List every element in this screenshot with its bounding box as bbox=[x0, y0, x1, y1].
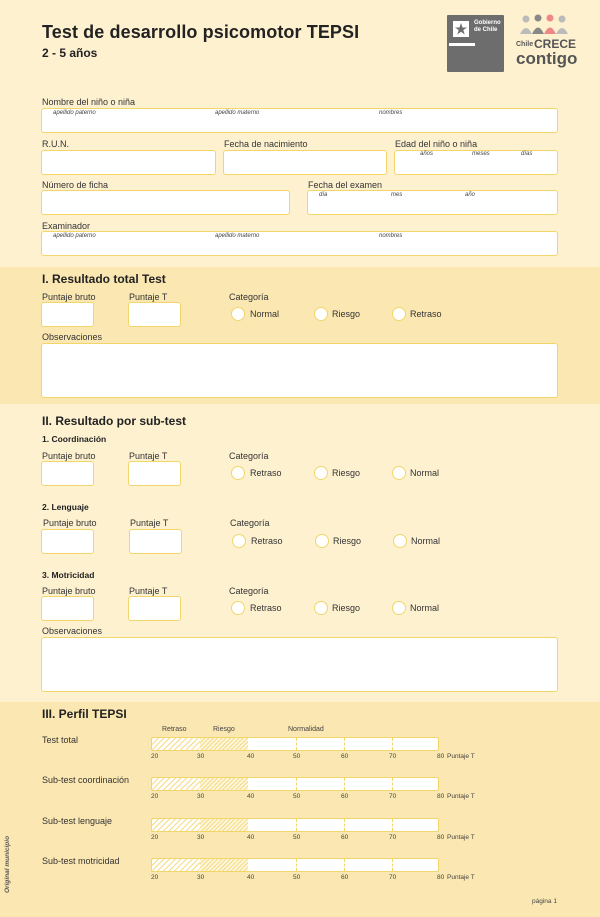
section-3-title: III. Perfil TEPSI bbox=[42, 707, 127, 721]
profile-bar[interactable] bbox=[151, 818, 439, 832]
tick-label: 60 bbox=[341, 793, 349, 800]
fecha-examen-label: Fecha del examen bbox=[308, 180, 383, 190]
s1-radio-retraso[interactable] bbox=[392, 307, 406, 321]
s2-sub2-title: 2. Lenguaje bbox=[42, 502, 89, 512]
tick-label: 50 bbox=[293, 753, 301, 760]
zone-normalidad-label: Normalidad bbox=[288, 726, 324, 733]
tick-guide bbox=[392, 738, 393, 750]
s2a-radio-retraso[interactable] bbox=[231, 466, 245, 480]
ano-hint: año bbox=[465, 192, 476, 198]
s2c-opt-riesgo: Riesgo bbox=[332, 603, 361, 613]
s1-pb-label: Puntaje bruto bbox=[42, 292, 96, 302]
examinador-field[interactable] bbox=[41, 231, 558, 256]
s2a-pb-field[interactable] bbox=[41, 461, 94, 486]
profile-bar[interactable] bbox=[151, 737, 439, 751]
tick-label: 40 bbox=[247, 834, 255, 841]
s1-obs-field[interactable] bbox=[41, 343, 558, 398]
fecha-examen-field[interactable] bbox=[307, 190, 558, 215]
tick-label: 40 bbox=[247, 874, 255, 881]
profile-row-label: Sub-test lenguaje bbox=[42, 816, 113, 826]
tick-label: 70 bbox=[389, 834, 397, 841]
s2c-radio-retraso[interactable] bbox=[231, 601, 245, 615]
tick-label: 40 bbox=[247, 793, 255, 800]
tick-guide bbox=[344, 819, 345, 831]
crece-crece: CRECE bbox=[534, 37, 577, 51]
tick-label: 70 bbox=[389, 793, 397, 800]
s1-pt-field[interactable] bbox=[128, 302, 181, 327]
s1-opt-normal: Normal bbox=[250, 309, 280, 319]
s2c-cat-label: Categoría bbox=[229, 586, 269, 596]
zone-retraso bbox=[152, 819, 200, 831]
s2-sub3-title: 3. Motricidad bbox=[42, 570, 95, 580]
tick-guide bbox=[392, 819, 393, 831]
ex-apellido-paterno-hint: apellido paterno bbox=[53, 233, 96, 239]
tick-label: 30 bbox=[197, 793, 205, 800]
tick-guide bbox=[344, 778, 345, 790]
tick-label: 30 bbox=[197, 874, 205, 881]
s2b-pt-label: Puntaje T bbox=[130, 518, 169, 528]
s2b-radio-normal[interactable] bbox=[393, 534, 407, 548]
s2b-opt-normal: Normal bbox=[411, 536, 441, 546]
tick-guide bbox=[296, 819, 297, 831]
zone-retraso bbox=[152, 778, 200, 790]
s2a-radio-normal[interactable] bbox=[392, 466, 406, 480]
s2c-radio-riesgo[interactable] bbox=[314, 601, 328, 615]
edad-field[interactable] bbox=[394, 150, 558, 175]
crece-contigo: contigo bbox=[516, 49, 578, 68]
s2b-radio-riesgo[interactable] bbox=[315, 534, 329, 548]
ficha-label: Número de ficha bbox=[42, 180, 109, 190]
nombres-hint: nombres bbox=[379, 110, 403, 116]
unit-label: Puntaje T bbox=[447, 793, 475, 800]
run-field[interactable] bbox=[41, 150, 216, 175]
ex-apellido-materno-hint: apellido materno bbox=[215, 233, 260, 239]
s2b-pb-field[interactable] bbox=[41, 529, 94, 554]
dias-hint: días bbox=[521, 151, 533, 157]
ex-nombres-hint: nombres bbox=[379, 233, 403, 239]
s2c-pb-label: Puntaje bruto bbox=[42, 586, 96, 596]
tick-label: 70 bbox=[389, 874, 397, 881]
unit-label: Puntaje T bbox=[447, 753, 475, 760]
crece-chile: Chile bbox=[516, 41, 534, 48]
s2a-pb-label: Puntaje bruto bbox=[42, 451, 96, 461]
s2-obs-label: Observaciones bbox=[42, 626, 103, 636]
profile-row-label: Sub-test coordinación bbox=[42, 775, 130, 785]
unit-label: Puntaje T bbox=[447, 874, 475, 881]
tick-label: 20 bbox=[151, 834, 159, 841]
s1-radio-normal[interactable] bbox=[231, 307, 245, 321]
tick-label: 80 bbox=[437, 834, 445, 841]
page-subtitle: 2 - 5 años bbox=[42, 46, 98, 60]
tick-label: 60 bbox=[341, 834, 349, 841]
s2c-radio-normal[interactable] bbox=[392, 601, 406, 615]
tick-label: 30 bbox=[197, 753, 205, 760]
s1-cat-label: Categoría bbox=[229, 292, 269, 302]
tick-label: 60 bbox=[341, 874, 349, 881]
s2c-pb-field[interactable] bbox=[41, 596, 94, 621]
s2b-opt-retraso: Retraso bbox=[251, 536, 283, 546]
nombre-field[interactable] bbox=[41, 108, 558, 133]
gob-line1: Gobierno bbox=[474, 20, 501, 26]
ficha-field[interactable] bbox=[41, 190, 290, 215]
fecha-nacimiento-label: Fecha de nacimiento bbox=[224, 139, 308, 149]
s2a-opt-normal: Normal bbox=[410, 468, 440, 478]
tick-guide bbox=[344, 738, 345, 750]
tick-label: 80 bbox=[437, 753, 445, 760]
tick-label: 20 bbox=[151, 874, 159, 881]
examinador-label: Examinador bbox=[42, 221, 91, 231]
tick-guide bbox=[392, 778, 393, 790]
zone-riesgo bbox=[200, 778, 248, 790]
fecha-nacimiento-field[interactable] bbox=[223, 150, 387, 175]
s2-sub1-title: 1. Coordinación bbox=[42, 434, 107, 444]
profile-row-label: Sub-test motricidad bbox=[42, 856, 120, 866]
coat-of-arms-icon bbox=[450, 18, 472, 40]
tick-label: 50 bbox=[293, 834, 301, 841]
gob-line2: de Chile bbox=[474, 27, 498, 33]
section-1-title: I. Resultado total Test bbox=[42, 272, 166, 286]
s2b-pt-field[interactable] bbox=[129, 529, 182, 554]
s1-opt-riesgo: Riesgo bbox=[332, 309, 361, 319]
s2a-cat-label: Categoría bbox=[229, 451, 269, 461]
nombre-label: Nombre del niño o niña bbox=[42, 97, 136, 107]
s1-pb-field[interactable] bbox=[41, 302, 94, 327]
tick-guide bbox=[296, 859, 297, 871]
s1-radio-riesgo[interactable] bbox=[314, 307, 328, 321]
tick-guide bbox=[296, 738, 297, 750]
profile-bar[interactable] bbox=[151, 858, 439, 872]
section-2-title: II. Resultado por sub-test bbox=[42, 414, 187, 428]
tick-guide bbox=[344, 859, 345, 871]
tick-label: 80 bbox=[437, 793, 445, 800]
apellido-materno-hint: apellido materno bbox=[215, 110, 260, 116]
tick-label: 20 bbox=[151, 793, 159, 800]
tick-label: 20 bbox=[151, 753, 159, 760]
profile-row-label: Test total bbox=[42, 735, 79, 745]
s2a-radio-riesgo[interactable] bbox=[314, 466, 328, 480]
zone-retraso-label: Retraso bbox=[162, 726, 187, 733]
page-title: Test de desarrollo psicomotor TEPSI bbox=[42, 22, 360, 42]
unit-label: Puntaje T bbox=[447, 834, 475, 841]
tick-guide bbox=[392, 859, 393, 871]
chile-crece-contigo-logo bbox=[516, 14, 576, 74]
s2c-pt-field[interactable] bbox=[128, 596, 181, 621]
anos-hint: años bbox=[420, 151, 434, 157]
s1-pt-label: Puntaje T bbox=[129, 292, 168, 302]
s2c-opt-normal: Normal bbox=[410, 603, 440, 613]
side-note: Original municipio bbox=[4, 835, 11, 893]
tick-label: 80 bbox=[437, 874, 445, 881]
tick-label: 40 bbox=[247, 753, 255, 760]
tick-label: 50 bbox=[293, 874, 301, 881]
run-label: R.U.N. bbox=[42, 139, 69, 149]
s2c-opt-retraso: Retraso bbox=[250, 603, 282, 613]
s2b-opt-riesgo: Riesgo bbox=[333, 536, 362, 546]
s2a-pt-label: Puntaje T bbox=[129, 451, 168, 461]
gobierno-text bbox=[474, 20, 501, 34]
mes-hint: mes bbox=[391, 192, 403, 198]
zone-retraso bbox=[152, 859, 200, 871]
zone-riesgo-label: Riesgo bbox=[213, 726, 235, 733]
apellido-paterno-hint: apellido paterno bbox=[53, 110, 96, 116]
tick-label: 30 bbox=[197, 834, 205, 841]
tick-label: 60 bbox=[341, 753, 349, 760]
s2a-pt-field[interactable] bbox=[128, 461, 181, 486]
people-icon bbox=[516, 14, 576, 36]
profile-bar[interactable] bbox=[151, 777, 439, 791]
s1-opt-retraso: Retraso bbox=[410, 309, 442, 319]
s1-obs-label: Observaciones bbox=[42, 332, 103, 342]
zone-riesgo bbox=[200, 859, 248, 871]
zone-retraso bbox=[152, 738, 200, 750]
s2a-opt-retraso: Retraso bbox=[250, 468, 282, 478]
tick-guide bbox=[296, 778, 297, 790]
edad-label: Edad del niño o niña bbox=[395, 139, 478, 149]
s2b-pb-label: Puntaje bruto bbox=[43, 518, 97, 528]
meses-hint: meses bbox=[472, 151, 490, 157]
section-3-band bbox=[0, 702, 600, 917]
tick-label: 50 bbox=[293, 793, 301, 800]
s2-obs-field[interactable] bbox=[41, 637, 558, 692]
zone-riesgo bbox=[200, 738, 248, 750]
page-number: página 1 bbox=[532, 898, 557, 905]
s2c-pt-label: Puntaje T bbox=[129, 586, 168, 596]
dia-hint: día bbox=[319, 192, 328, 198]
tick-label: 70 bbox=[389, 753, 397, 760]
s2b-radio-retraso[interactable] bbox=[232, 534, 246, 548]
s2a-opt-riesgo: Riesgo bbox=[332, 468, 361, 478]
zone-riesgo bbox=[200, 819, 248, 831]
s2b-cat-label: Categoría bbox=[230, 518, 270, 528]
